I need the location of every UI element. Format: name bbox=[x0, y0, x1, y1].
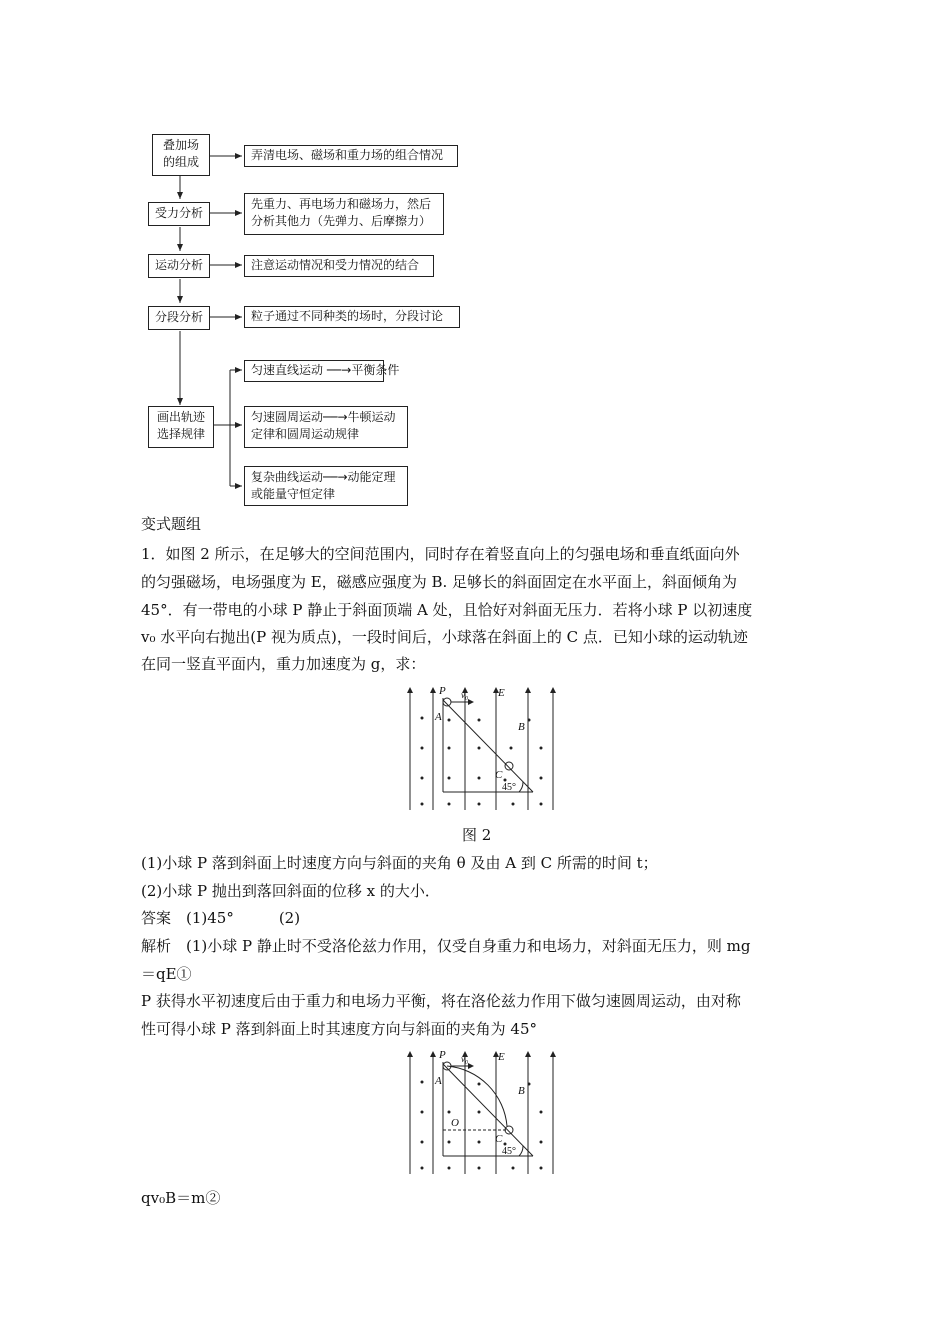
flow-note-motion bbox=[244, 255, 434, 277]
flow-box-label: 叠加场 bbox=[162, 138, 199, 152]
analysis-line: ＝qE① bbox=[141, 965, 192, 983]
problem-line: v₀ 水平向右抛出(P 视为质点)，一段时间后，小球落在斜面上的 C 点．已知小球的运动轨迹 bbox=[141, 628, 748, 646]
flow-note-uniform-linear bbox=[244, 360, 400, 382]
flow-box-label: 分段分析 bbox=[155, 310, 204, 324]
label-A: A bbox=[435, 1075, 442, 1087]
flow-note-combination bbox=[244, 145, 458, 167]
figure-trajectory bbox=[395, 1048, 565, 1178]
label-B: B bbox=[518, 721, 525, 733]
label-E: E bbox=[498, 1051, 505, 1063]
answer-line: 答案 (1)45° (2) bbox=[141, 909, 301, 927]
flow-note-segment bbox=[244, 306, 460, 328]
flow-box-trajectory bbox=[148, 406, 214, 448]
flow-box-label: 的组成 bbox=[162, 155, 199, 169]
label-C: C bbox=[495, 1133, 503, 1145]
flow-note-text: 弄清电场、磁场和重力场的组合情况 bbox=[251, 148, 444, 162]
problem-line: 在同一竖直平面内，重力加速度为 g，求： bbox=[141, 655, 426, 673]
label-v0: v₀ bbox=[461, 690, 469, 700]
analysis-line: P 获得水平初速度后由于重力和电场力平衡，将在洛伦兹力作用下做匀速圆周运动，由对称 bbox=[141, 992, 741, 1010]
flow-note-text: 复杂曲线运动──→动能定理 bbox=[251, 470, 396, 484]
analysis-line: 解析 (1)小球 P 静止时不受洛伦兹力作用，仅受自身重力和电场力，对斜面无压力，则 mg bbox=[141, 937, 751, 955]
flow-box-label: 运动分析 bbox=[155, 258, 204, 272]
label-P: P bbox=[439, 1049, 446, 1061]
flow-note-forces bbox=[244, 193, 444, 235]
problem-line: 的匀强磁场，电场强度为 E，磁感应强度为 B. 足够长的斜面固定在水平面上，斜面倾角为 bbox=[141, 573, 738, 591]
section-title: 变式题组 bbox=[141, 515, 202, 533]
flow-note-text: 匀速直线运动 ──→平衡条件 bbox=[251, 363, 400, 377]
problem-line: 45°．有一带电的小球 P 静止于斜面顶端 A 处，且恰好对斜面无压力．若将小球 P 以初速度 bbox=[141, 601, 753, 619]
label-angle: 45° bbox=[502, 1146, 516, 1157]
label-v0: v₀ bbox=[461, 1054, 469, 1064]
flowchart-connectors bbox=[0, 0, 950, 520]
flow-note-text: 先重力、再电场力和磁场力，然后 bbox=[251, 197, 432, 211]
label-angle: 45° bbox=[502, 782, 516, 793]
flow-box-motion-analysis bbox=[148, 254, 210, 278]
figure-caption: 图 2 bbox=[462, 826, 492, 844]
question-2: (2)小球 P 抛出到落回斜面的位移 x 的大小． bbox=[141, 882, 440, 900]
figure-2 bbox=[395, 684, 565, 814]
label-E: E bbox=[498, 687, 505, 699]
flow-box-label: 画出轨迹 bbox=[156, 410, 205, 424]
flow-note-text: 注意运动情况和受力情况的结合 bbox=[251, 258, 420, 272]
analysis-line: 性可得小球 P 落到斜面上时其速度方向与斜面的夹角为 45° bbox=[141, 1020, 537, 1038]
flow-note-uniform-circular bbox=[244, 406, 408, 448]
flow-note-text: 或能量守恒定律 bbox=[251, 487, 336, 501]
flow-note-text: 分析其他力（先弹力、后摩擦力） bbox=[251, 214, 432, 228]
flow-note-text: 粒子通过不同种类的场时，分段讨论 bbox=[251, 309, 444, 323]
flow-note-text: 匀速圆周运动──→牛顿运动 bbox=[251, 410, 396, 424]
problem-line: 1．如图 2 所示，在足够大的空间范围内，同时存在着竖直向上的匀强电场和垂直纸面向外 bbox=[141, 545, 740, 563]
label-O: O bbox=[451, 1117, 459, 1129]
question-1: (1)小球 P 落到斜面上时速度方向与斜面的夹角 θ 及由 A 到 C 所需的时间 t； bbox=[141, 854, 658, 872]
flow-note-text: 定律和圆周运动规律 bbox=[251, 427, 360, 441]
label-P: P bbox=[439, 685, 446, 697]
label-C: C bbox=[495, 769, 503, 781]
label-A: A bbox=[435, 711, 442, 723]
label-B: B bbox=[518, 1085, 525, 1097]
flow-box-force-analysis bbox=[148, 202, 210, 226]
flow-box-label: 受力分析 bbox=[155, 206, 204, 220]
flow-box-label: 选择规律 bbox=[156, 427, 205, 441]
flow-note-complex-curve bbox=[244, 466, 408, 506]
analysis-line: qv₀B＝m② bbox=[141, 1189, 221, 1207]
flow-box-field-composition bbox=[152, 134, 210, 176]
flow-box-segment-analysis bbox=[148, 306, 210, 330]
